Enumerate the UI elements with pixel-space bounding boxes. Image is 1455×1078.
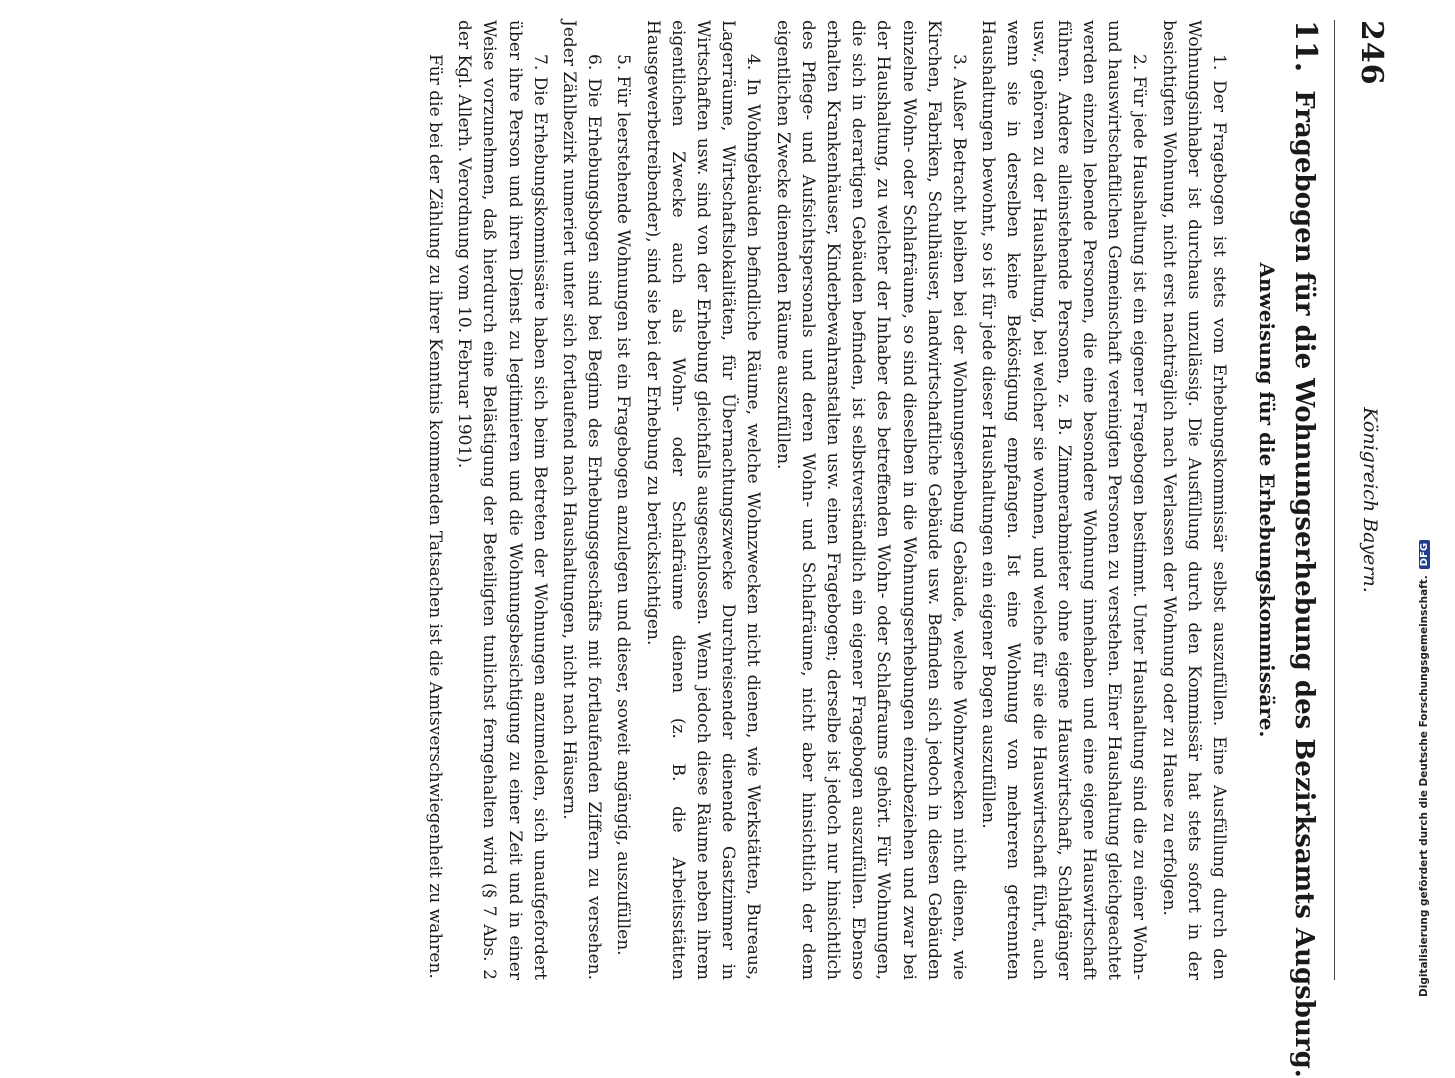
- page-header: [1334, 20, 1395, 980]
- section-number: 11.: [1288, 20, 1323, 73]
- digitization-note: [1418, 12, 1430, 997]
- paragraph-5: 5. Für leerstehende Wohnungen ist ein Fragebogen anzulegen und dieser, soweit angängig, auszufüllen.: [613, 54, 634, 956]
- document-page: [135, 20, 1395, 1078]
- running-head: Königreich Bayern.: [1359, 407, 1381, 593]
- paragraph-4: 4. In Wohngebäuden befindliche Räume, welche Wohnzwecken nicht dienen, wie Werkstätten, Bureaus, Lagerräume, Wirtschaftslokalitäten, für Übernachtungszwecke Durchreisender dienende Gastzimmer in Wirtschaften usw. sind von der Erhebung gleichfalls ausgeschlossen. Wenn jedoch diese Räume neben ihrem eigentlichen Zwecke auch als Wohn- oder Schlafräume dienen (z. B. die Arbeitsstätten Hausgewerbetreibender), sind sie bei der Erhebung zu berücksichtigen.: [642, 20, 764, 980]
- digitization-note-text: Digitalisierung gefördert durch die Deutsche Forschungsgemeinschaft.: [1418, 575, 1430, 997]
- paragraph-7: 7. Die Erhebungskommissäre haben sich beim Betreten der Wohnungen anzumelden, sich unaufgefordert über ihre Person und ihren Dienst zu legitimieren und die Wohnungsbesichtigung zu einer Zeit und in einer Weise vorzunehmen, daß hierdurch eine Belästigung der Beteiligten tunlichst ferngehalten wird (§ 7 Abs. 2 der Kgl. Allerh. Verordnung vom 10. Februar 1901).: [454, 20, 550, 980]
- paragraph-1: 1. Der Fragebogen ist stets vom Erhebungskommissär selbst auszufüllen. Eine Ausfüllung durch den Wohnungsinhaber ist durchaus unzulässig. Die Ausfüllung durch den Kommissär hat stets sofort in der besichtigten Wohnung, nicht erst nachträglich nach Verlassen der Wohnung oder zu Hause zu erfolgen.: [1158, 20, 1229, 980]
- paragraph-3: 3. Außer Betracht bleiben bei der Wohnungserhebung Gebäude, welche Wohnzwecken nicht dienen, wie Kirchen, Fabriken, Schulhäuser, landwirtschaftliche Gebäude usw. Befinden sich jedoch in diesen Gebäuden einzelne Wohn- oder Schlafräume, so sind dieselben in die Wohnungserhebungen einzubeziehen und zwar bei der Haushaltung, zu welcher der Inhaber des betreffenden Wohn- oder Schlafraums gehört. Für Wohnungen, die sich in derartigen Gebäuden befinden, ist selbstverständlich ein eigener Fragebogen auszufüllen. Ebenso erhalten Krankenhäuser, Kinderbewahranstalten usw. einen Fragebogen; derselbe ist jedoch nur hinsichtlich des Pflege- und Aufsichtspersonals und deren Wohn- und Schlafräume, nicht aber hinsichtlich der dem eigentlichen Zwecke dienenden Räume auszufüllen.: [772, 20, 969, 980]
- dfg-logo: DFG: [1419, 540, 1430, 569]
- page-number: 246: [1354, 20, 1389, 86]
- paragraph-2: 2. Für jede Haushaltung ist ein eigener Fragebogen bestimmt. Unter Haushaltung sind die zu einer Wohn- und hauswirtschaftlichen Gemeinschaft vereinigten Personen zu verstehen. Einer Haushaltung gleichgeachtet werden einzeln lebende Personen, die eine besondere Wohnung innehaben und eine eigene Hauswirtschaft führen. Andere alleinstehende Personen, z. B. Zimmerabmieter ohne eigene Hauswirtschaft, Schlafgänger usw., gehören zu der Haushaltung, bei welcher sie wohnen, und welche für sie die Hauswirtschaft führt, auch wenn sie in derselben keine Beköstigung empfangen. Ist eine Wohnung von mehreren getrennten Haushaltungen bewohnt, so ist für jede dieser Haushaltungen ein eigener Bogen auszufüllen.: [978, 20, 1150, 980]
- paragraph-6: 6. Die Erhebungsbogen sind bei Beginn des Erhebungsgeschäfts mit fortlaufenden Ziffern zu versehen. Jeder Zählbezirk numeriert unter sich fortlaufend nach Haushaltungen, nicht nach Häusern.: [558, 20, 605, 980]
- section-title-text: Fragebogen für die Wohnungserhebung des Bezirksamts Augsburg.: [1289, 90, 1319, 1078]
- document-body: [418, 20, 1231, 980]
- paragraph-8: Für die bei der Zählung zu ihrer Kenntnis kommenden Tatsachen ist die Amtsverschwiegenheit zu wahren.: [424, 54, 445, 979]
- section-subtitle: Anweisung für die Erhebungskommissäre.: [1255, 262, 1279, 738]
- section-title: [1288, 20, 1323, 1078]
